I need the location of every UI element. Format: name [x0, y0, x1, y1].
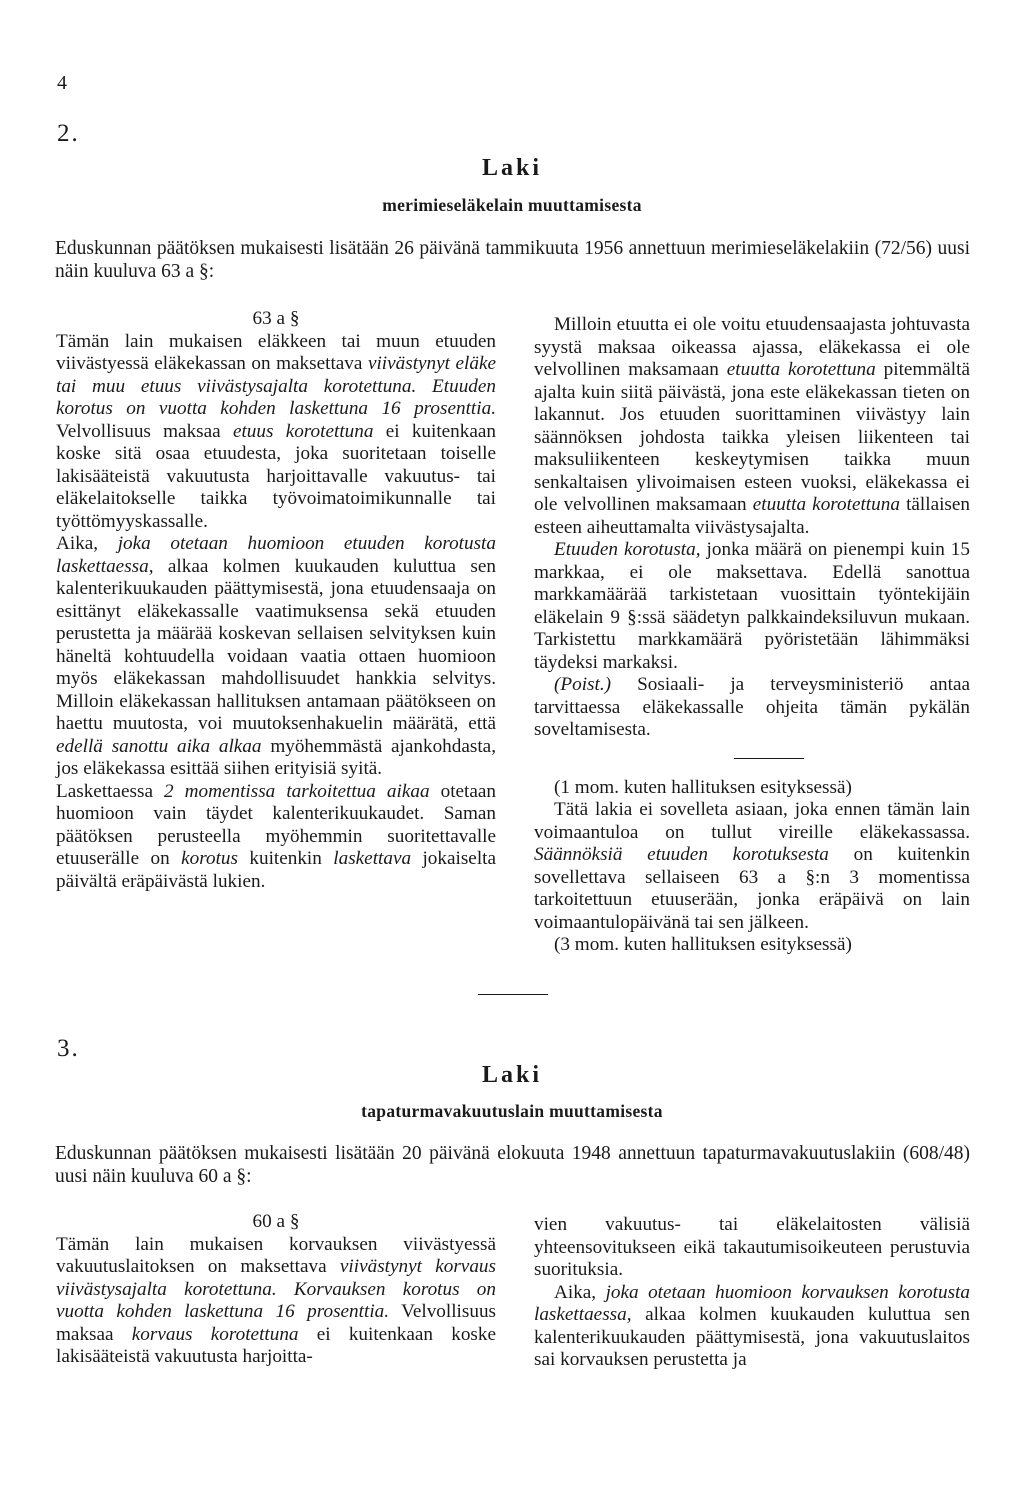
law-subtitle: tapaturmavakuutuslain muuttamisesta [361, 1101, 663, 1121]
body-paragraph: Aika, joka otetaan huomioon korvauksen korotusta laskettaessa, alkaa kolmen kuukauden kuluttua sen kalenterikuukauden päättymisestä, jona vakuutuslaitos sai korvauksen perustetta ja [534, 1281, 970, 1370]
body-paragraph: (1 mom. kuten hallituksen esityksessä) [554, 776, 852, 798]
paragraph-heading: 60 a § [252, 1211, 300, 1232]
body-paragraph: Aika, joka otetaan huomioon etuuden korotusta laskettaessa, alkaa kolmen kuukauden kuluttua sen kalenterikuukauden päättymisestä, jona etuudensaaja on esittänyt eläkekassalle vaatimuksensa sekä etuuden perustetta ja määrää koskevan sellaisen selvityksen kuin häneltä kohtuudella voidaan vaatia ottaen huomioon myös eläkekassan mahdollisuudet hankkia selvitys. Milloin eläkekassan hallituksen antamaan päätökseen on haettu muutosta, voi muutoksenhakuelin määrätä, että edellä sanottu aika alkaa myöhemmästä ajankohdasta, jos eläkekassa esittää siihen erityisiä syitä. [56, 533, 496, 779]
body-paragraph: (Poist.) Sosiaali- ja terveysministeriö antaa tarvittaessa eläkekassalle ohjeita tämän pykälän soveltamisesta. [534, 674, 970, 740]
right-column [534, 1214, 970, 1372]
body-paragraph: Laskettaessa 2 momentissa tarkoitettua aikaa otetaan huomioon vain täydet kalenterikuukaudet. Saman päätöksen perusteella myöhemmin suoritettavalle etuuserälle on korotus kuitenkin laskettava jokaiselta päivältä eräpäivästä lukien. [56, 780, 496, 892]
body-paragraph: Tämän lain mukaisen eläkkeen tai muun etuuden viivästyessä eläkekassan on maksettava viivästynyt eläke tai muu etuus viivästysajalta korotettuna. Etuuden korotus on vuotta kohden laskettuna 16 prosenttia. Velvollisuus maksaa etuus korotettuna ei kuitenkaan koske sitä osaa etuudesta, joka suoritetaan toiselle lakisääteistä vakuutusta harjoittavalle vakuutus- tai eläkelaitokselle taikka työvoimatoimikunnalle tai työttömyyskassalle. [56, 330, 496, 532]
law-subtitle: merimieseläkelain muuttamisesta [382, 195, 642, 215]
left-column [56, 308, 496, 893]
intro-paragraph: Eduskunnan päätöksen mukaisesti lisätään 20 päivänä elokuuta 1948 annettuun tapaturmavakuutuslakiin (608/48) uusi näin kuuluva 60 a §: [55, 1143, 970, 1187]
paragraph-heading: 63 a § [252, 308, 300, 329]
body-paragraph: (3 mom. kuten hallituksen esityksessä) [554, 934, 852, 955]
intro-paragraph: Eduskunnan päätöksen mukaisesti lisätään 26 päivänä tammikuuta 1956 annettuun merimieseläkelakiin (72/56) uusi näin kuuluva 63 a §: [55, 238, 970, 282]
law-title: Laki [481, 155, 543, 181]
left-column [56, 1211, 496, 1369]
law-title: Laki [481, 1062, 543, 1088]
section-divider [478, 994, 548, 995]
section-number: 2. [57, 120, 80, 147]
body-paragraph: Etuuden korotusta, jonka määrä on pienempi kuin 15 markkaa, ei ole maksettava. Edellä sanottua markkamäärää tarkistetaan vuosittain työntekijäin eläkelain 9 §:ssä säädetyn palkkaindeksiluvun mukaan. Tarkistettu markkamäärä pyöristetään lähimmäksi täydeksi markaksi. [534, 539, 970, 673]
section-divider [734, 758, 804, 759]
body-paragraph: Tämän lain mukaisen korvauksen viivästyessä vakuutuslaitoksen on maksettava viivästynyt korvaus viivästysajalta korotettuna. Korvauksen korotus on vuotta kohden laskettuna 16 prosenttia. Velvollisuus maksaa korvaus korotettuna ei kuitenkaan koske lakisääteistä vakuutusta harjoitta- [56, 1233, 497, 1367]
body-paragraph: vien vakuutus- tai eläkelaitosten välisiä yhteensovitukseen eikä takautumisoikeuteen perustuvia suorituksia. [534, 1214, 970, 1280]
right-column [534, 314, 970, 957]
body-paragraph: Tätä lakia ei sovelleta asiaan, joka ennen tämän lain voimaantuloa on tullut vireille eläkekassassa. Säännöksiä etuuden korotuksesta on kuitenkin sovellettava sellaiseen 63 a §:n 3 momentissa tarkoitettuun etuuserään, jonka eräpäivä on lain voimaantulopäivänä tai sen jälkeen. [534, 799, 970, 933]
page-number: 4 [57, 72, 67, 94]
section-number: 3. [57, 1035, 80, 1062]
body-paragraph: Milloin etuutta ei ole voitu etuudensaajasta johtuvasta syystä maksaa oikeassa ajassa, eläkekassa ei ole velvollinen maksamaan etuutta korotettuna pitemmältä ajalta kuin siitä päivästä, jona este eläkekassan tieten on lakannut. Jos etuuden suorittaminen viivästyy lain säännöksen johdosta taikka yleisen liikenteen tai maksuliikenteen keskeytymisen taikka muun senkaltaisen ylivoimaisen esteen vuoksi, eläkekassa ei ole velvollinen maksamaan etuutta korotettuna tällaisen esteen aiheuttamalta viivästysajalta. [534, 314, 971, 538]
